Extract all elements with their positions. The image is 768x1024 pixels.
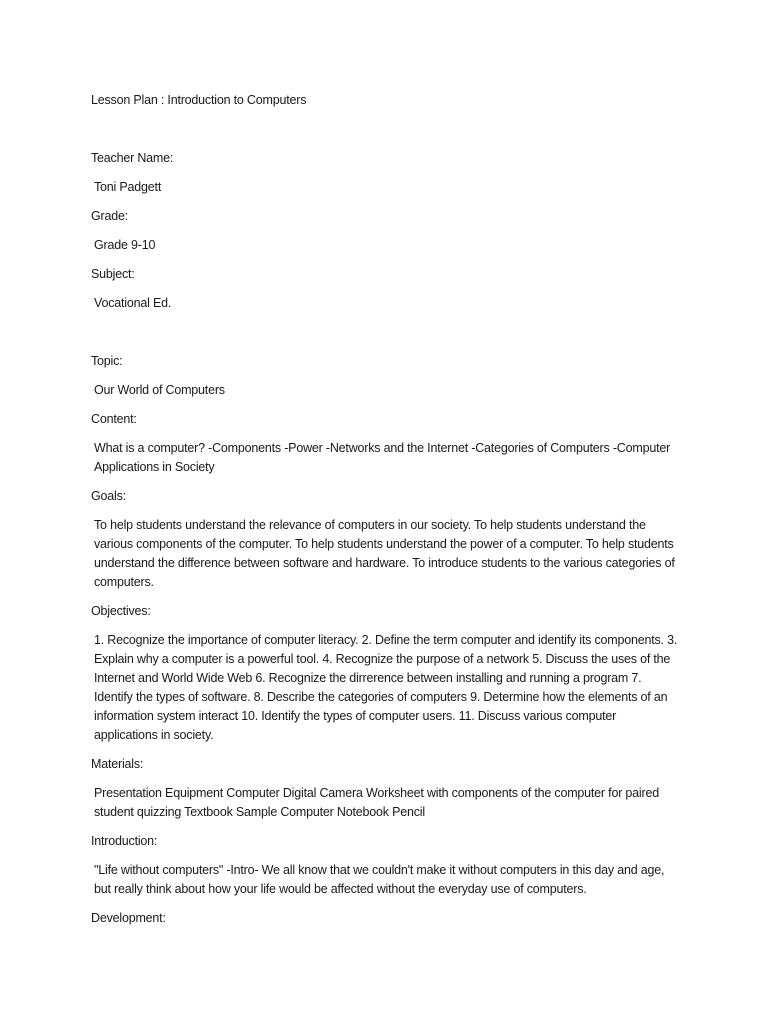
subject-label: Subject:: [91, 267, 135, 281]
document-page: [91, 91, 681, 938]
goals-label: Goals:: [91, 489, 126, 503]
objectives-label: Objectives:: [91, 604, 151, 618]
topic-value: Our World of Computers: [94, 383, 225, 397]
development-label: Development:: [91, 911, 166, 925]
content-label: Content:: [91, 412, 137, 426]
objectives-value: 1. Recognize the importance of computer literacy. 2. Define the term computer and identify its components. 3. Explain why a computer is a powerful tool. 4. Recognize the purpose of a network 5. Discuss the uses of the Internet and World Wide Web 6. Recognize the dirrerence between installing and running a program 7. Identify the types of software. 8. Describe the categories of computers 9. Determine how the elements of an information system interact 10. Identify the types of computer users. 11. Discuss various computer applications in society.: [94, 633, 678, 742]
teacher-name-value: Toni Padgett: [94, 180, 162, 194]
materials-value: Presentation Equipment Computer Digital Camera Worksheet with components of the computer for paired student quizzing Textbook Sample Computer Notebook Pencil: [94, 786, 659, 819]
teacher-name-label: Teacher Name:: [91, 151, 174, 165]
document-title: Lesson Plan : Introduction to Computers: [91, 93, 307, 107]
subject-value: Vocational Ed.: [94, 296, 172, 310]
grade-label: Grade:: [91, 209, 129, 223]
topic-label: Topic:: [91, 354, 123, 368]
grade-value: Grade 9-10: [94, 238, 156, 252]
materials-label: Materials:: [91, 757, 144, 771]
goals-value: To help students understand the relevance of computers in our society. To help students understand the various components of the computer. To help students understand the power of a computer. To help students understand the difference between software and hardware. To introduce students to the various categories of computers.: [94, 518, 675, 589]
introduction-value: "Life without computers" -Intro- We all know that we couldn't make it without computers in this day and age, but really think about how your life would be affected without the everyday use of computers.: [94, 863, 665, 896]
content-value: What is a computer? -Components -Power -Networks and the Internet -Categories of Computers -Computer Applications in Society: [94, 441, 671, 474]
introduction-label: Introduction:: [91, 834, 158, 848]
